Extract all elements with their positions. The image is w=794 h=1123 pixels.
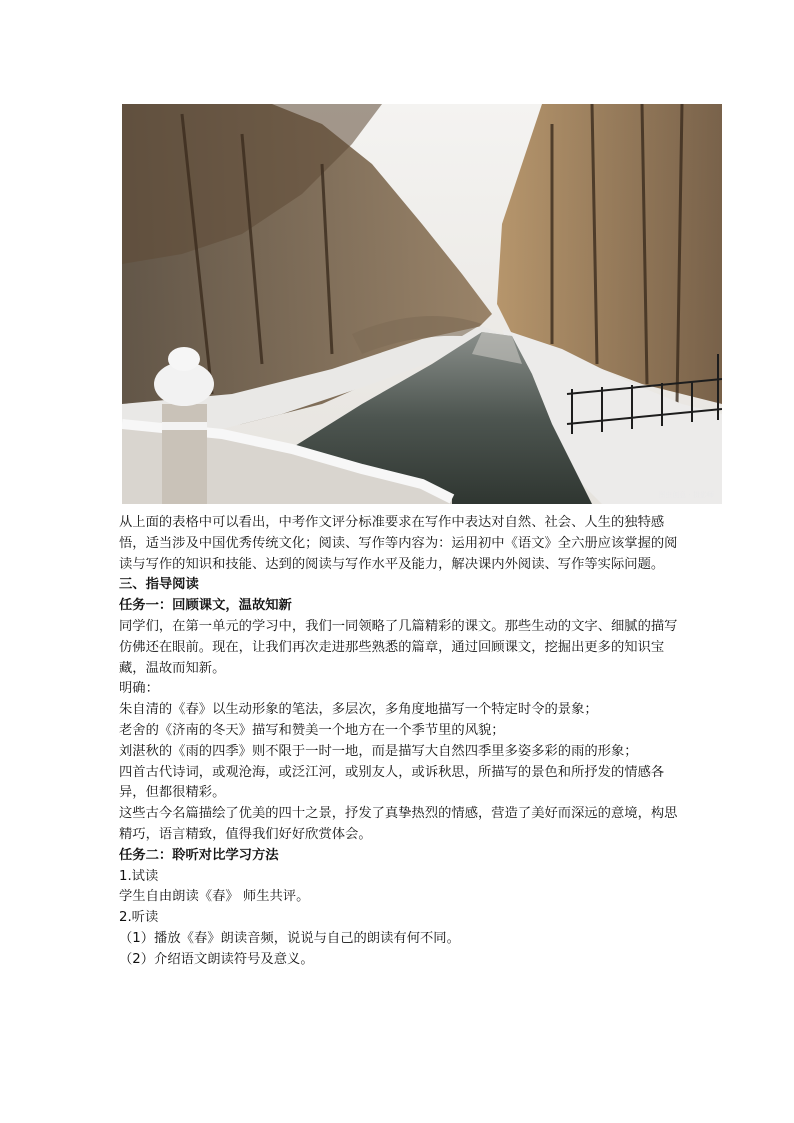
body-paragraph: 1.试读 [119, 868, 159, 884]
body-paragraph: （2）介绍语文朗读符号及意义。 [119, 951, 314, 967]
snowy-river-photo [122, 104, 722, 504]
body-paragraph: 四首古代诗词，或观沧海，或泛江河，或别友人，或诉秋思，所描写的景色和所抒发的情感各异，但都很精彩。 [119, 764, 665, 801]
body-paragraph: （1）播放《春》朗读音频，说说与自己的朗读有何不同。 [119, 930, 460, 946]
body-paragraph: 同学们，在第一单元的学习中，我们一同领略了几篇精彩的课文。那些生动的文字、细腻的描写仿佛还在眼前。现在，让我们再次走进那些熟悉的篇章，通过回顾课文，挖掘出更多的知识宝藏，温故而知新。 [119, 618, 678, 676]
body-paragraph: 明确： [119, 681, 159, 697]
section-heading: 三、指导阅读 [119, 577, 199, 593]
section-heading: 任务二：聆听对比学习方法 [119, 847, 279, 863]
body-paragraph: 朱自清的《春》以生动形象的笔法，多层次，多角度地描写一个特定时令的景象； [119, 702, 598, 718]
document-body [119, 513, 679, 971]
body-paragraph: 刘湛秋的《雨的四季》则不限于一时一地，而是描写大自然四季里多姿多彩的雨的形象； [119, 743, 638, 759]
photo-watermark: 图虫创意 · 摄影师 [658, 491, 714, 499]
body-paragraph: 从上面的表格中可以看出，中考作文评分标准要求在写作中表达对自然、社会、人生的独特感悟，适当涉及中国优秀传统文化；阅读、写作等内容为：运用初中《语文》全六册应该掌握的阅读与写作的知识和技能、达到的阅读与写作水平及能力，解决课内外阅读、写作等实际问题。 [119, 515, 678, 572]
section-heading: 任务一：回顾课文，温故知新 [119, 598, 292, 614]
body-paragraph: 这些古今名篇描绘了优美的四十之景，抒发了真挚热烈的情感，营造了美好而深远的意境，构思精巧，语言精致，值得我们好好欣赏体会。 [119, 806, 678, 842]
body-paragraph: 学生自由朗读《春》 师生共评。 [119, 889, 310, 905]
body-paragraph: 老舍的《济南的冬天》描写和赞美一个地方在一个季节里的风貌； [119, 722, 505, 738]
body-paragraph: 2.听读 [119, 910, 159, 926]
snowy-river-landscape-photo-icon [122, 104, 722, 504]
